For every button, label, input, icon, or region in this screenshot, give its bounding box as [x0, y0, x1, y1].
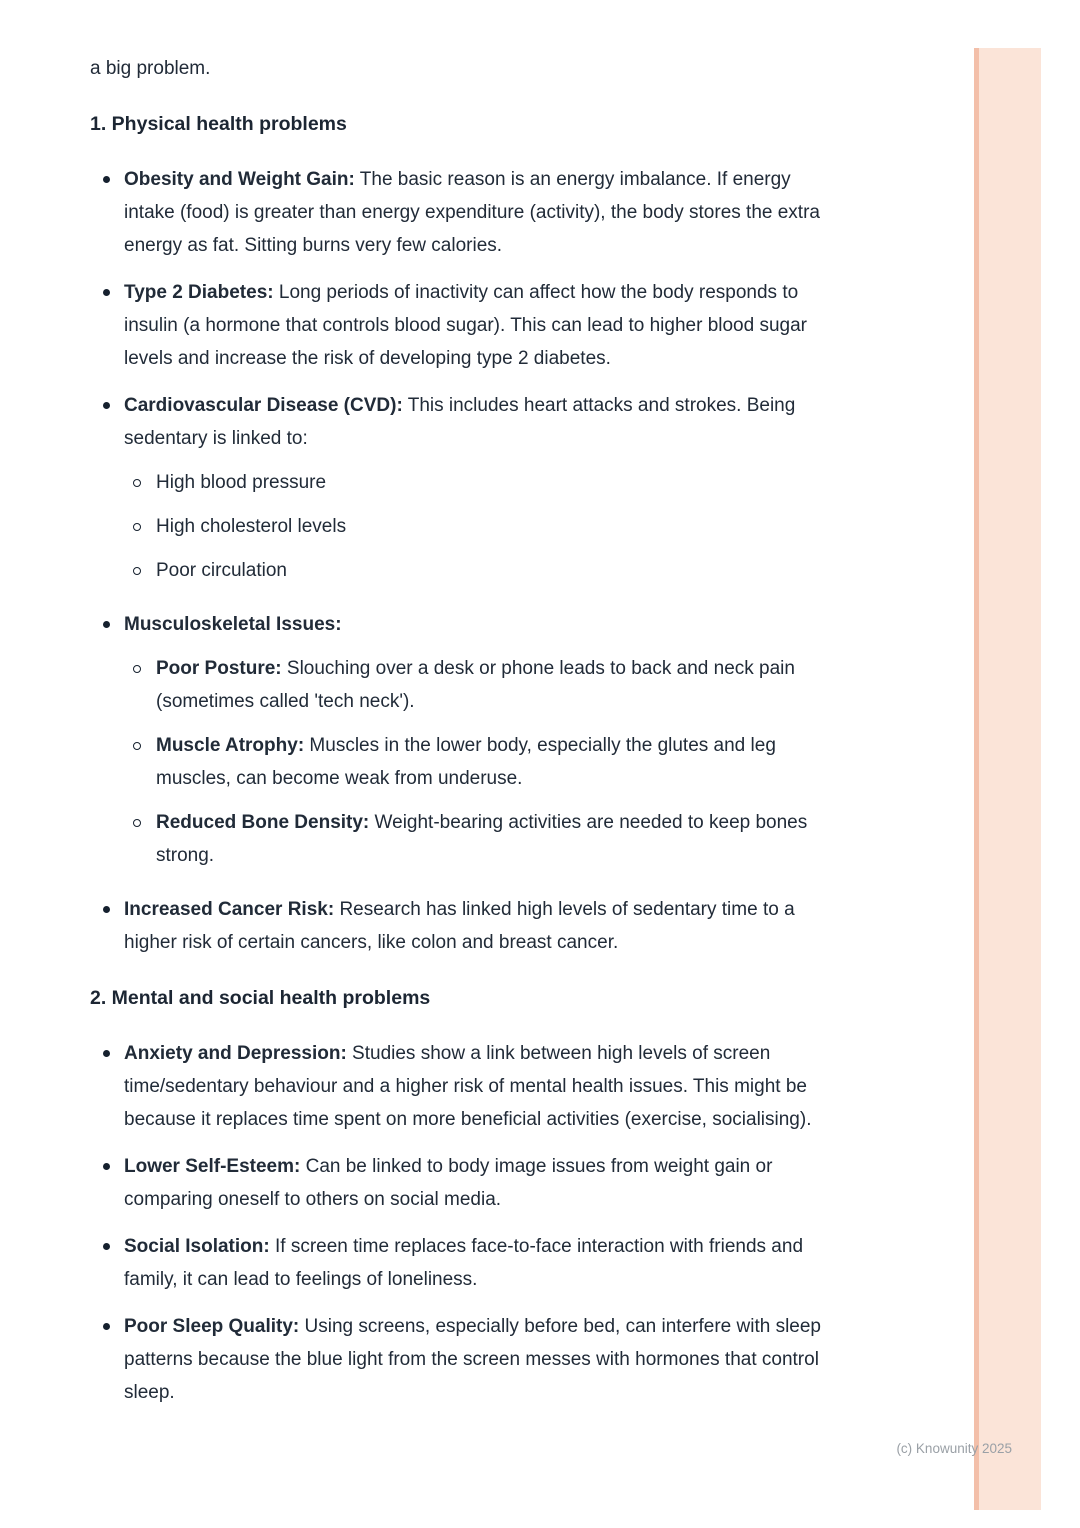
page-edge-accent-band [979, 48, 1041, 1510]
list-item-term: Anxiety and Depression: [124, 1043, 347, 1064]
mental-problems-list [90, 1037, 838, 1409]
sublist-item-text: Poor circulation [156, 560, 287, 581]
sublist-item-term: Poor Posture: [156, 658, 282, 679]
sublist-item-text: High blood pressure [156, 472, 327, 493]
list-item-text: Research has linked high levels of sedentary time to a higher risk of certain cancers, like colon and breast cancer. [124, 899, 795, 953]
list-item-text: If screen time replaces face-to-face interaction with friends and family, it can lead to feelings of loneliness. [124, 1236, 804, 1290]
list-item-sleep-quality [90, 1310, 838, 1409]
sublist-item-blood-pressure [124, 466, 838, 499]
sublist-item-cholesterol [124, 510, 838, 543]
list-item-diabetes [90, 276, 838, 375]
list-item-term: Increased Cancer Risk: [124, 899, 335, 920]
list-item-text: The basic reason is an energy imbalance. If energy intake (food) is greater than energy expenditure (activity), the body stores the extra energy as fat. Sitting burns very few calories. [124, 169, 820, 256]
sublist-item-text: Weight-bearing activities are needed to keep bones strong. [156, 812, 808, 866]
page-edge-accent-line [974, 48, 979, 1510]
list-item-self-esteem [90, 1150, 838, 1216]
sublist-item-posture [124, 652, 838, 718]
list-item-term: Lower Self-Esteem: [124, 1156, 301, 1177]
cvd-sublist [124, 466, 838, 587]
copyright-watermark: (c) Knowunity 2025 [896, 1441, 1012, 1456]
musculoskeletal-sublist [124, 652, 838, 872]
sublist-item-term: Muscle Atrophy: [156, 735, 305, 756]
sublist-item-text: High cholesterol levels [156, 516, 347, 537]
list-item-term: Obesity and Weight Gain: [124, 169, 355, 190]
list-item-musculoskeletal [90, 608, 838, 872]
list-item-text: Using screens, especially before bed, can interfere with sleep patterns because the blue light from the screen messes with hormones that control sleep. [124, 1316, 821, 1403]
sublist-item-text: Muscles in the lower body, especially the glutes and leg muscles, can become weak from underuse. [156, 735, 776, 789]
list-item-term: Social Isolation: [124, 1236, 270, 1257]
list-item-obesity [90, 163, 838, 262]
list-item-term: Cardiovascular Disease (CVD): [124, 395, 403, 416]
list-item-cancer-risk [90, 893, 838, 959]
sublist-item-term: Reduced Bone Density: [156, 812, 370, 833]
list-item-text: This includes heart attacks and strokes. Being sedentary is linked to: [124, 395, 796, 449]
list-item-cvd [90, 389, 838, 587]
sublist-item-circulation [124, 554, 838, 587]
list-item-text: Can be linked to body image issues from weight gain or comparing oneself to others on social media. [124, 1156, 773, 1210]
physical-problems-list [90, 163, 838, 959]
intro-text: a big problem. [90, 58, 211, 79]
sublist-item-atrophy [124, 729, 838, 795]
section-heading-mental: 2. Mental and social health problems [90, 987, 431, 1009]
document-content [90, 52, 838, 1423]
list-item-text: Long periods of inactivity can affect how the body responds to insulin (a hormone that controls blood sugar). This can lead to higher blood sugar levels and increase the risk of developing type 2 diabetes. [124, 282, 807, 369]
list-item-text: Studies show a link between high levels of screen time/sedentary behaviour and a higher risk of mental health issues. This might be because it replaces time spent on more beneficial activities (exercise, socialising). [124, 1043, 812, 1130]
section-heading-physical: 1. Physical health problems [90, 113, 347, 135]
list-item-social-isolation [90, 1230, 838, 1296]
list-item-anxiety-depression [90, 1037, 838, 1136]
list-item-term: Poor Sleep Quality: [124, 1316, 300, 1337]
list-item-term: Type 2 Diabetes: [124, 282, 274, 303]
sublist-item-text: Slouching over a desk or phone leads to back and neck pain (sometimes called 'tech neck'). [156, 658, 795, 712]
list-item-term: Musculoskeletal Issues: [124, 614, 342, 635]
sublist-item-bone-density [124, 806, 838, 872]
